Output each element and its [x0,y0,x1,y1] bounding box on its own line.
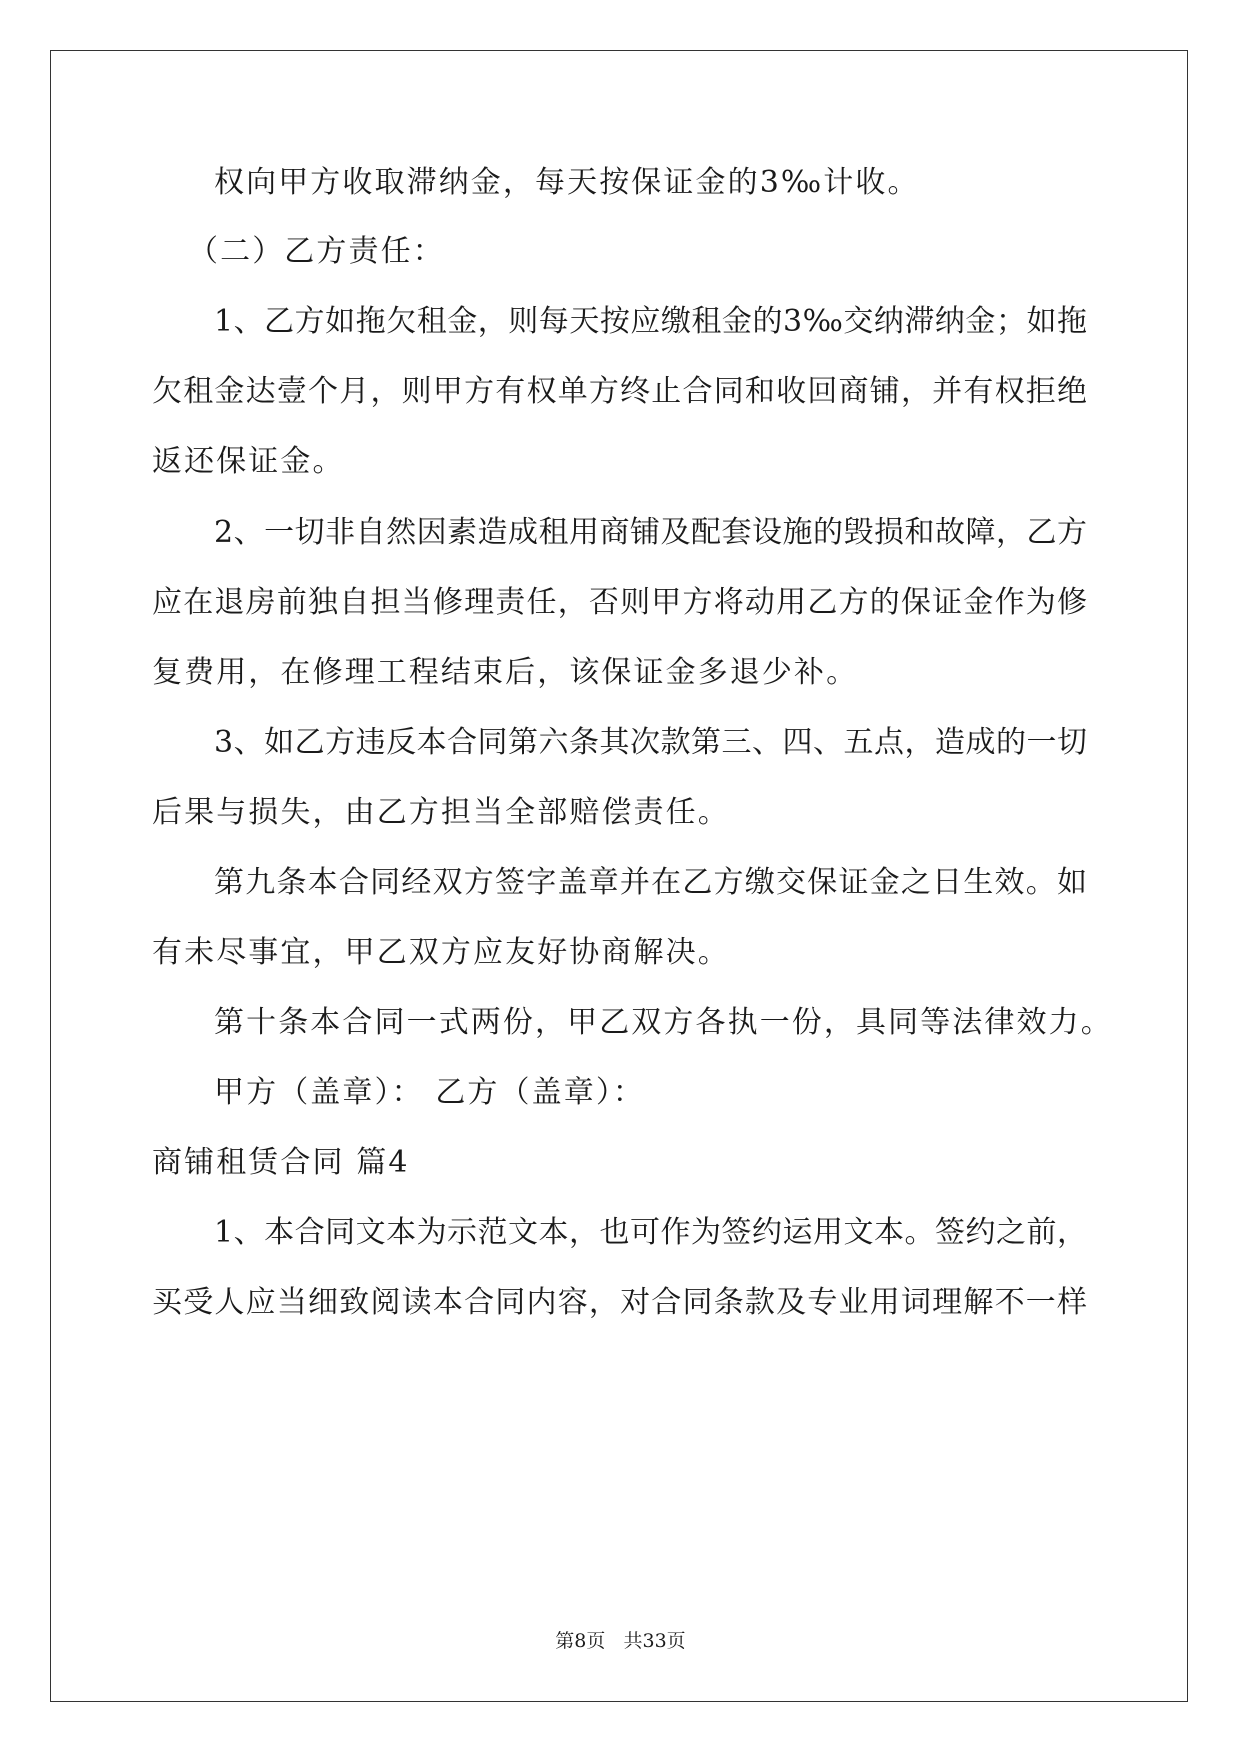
paragraph-line: 应在退房前独自担当修理责任，否则甲方将动用乙方的保证金作为修 [152,585,1087,620]
paragraph-line: 1、本合同文本为示范文本，也可作为签约运用文本。签约之前， [214,1215,1087,1250]
paragraph-line: 有未尽事宜，甲乙双方应友好协商解决。 [152,935,730,970]
paragraph-line: 复费用，在修理工程结束后，该保证金多退少补。 [152,655,859,690]
paragraph-line: 欠租金达壹个月，则甲方有权单方终止合同和收回商铺，并有权拒绝 [152,374,1087,409]
paragraph-line: 2、一切非自然因素造成租用商铺及配套设施的毁损和故障，乙方 [214,515,1087,550]
signature-line: 甲方（盖章）： 乙方（盖章）： [214,1075,646,1110]
paragraph-line: 返还保证金。 [152,444,345,479]
page-number: 第8页 共33页 [555,1630,686,1652]
section-heading: （二）乙方责任： [188,234,445,269]
paragraph-line: 后果与损失，由乙方担当全部赔偿责任。 [152,795,730,830]
paragraph-line: 权向甲方收取滞纳金，每天按保证金的3‰计收。 [214,165,920,200]
paragraph-line: 3、如乙方违反本合同第六条其次款第三、四、五点，造成的一切 [214,725,1087,760]
paragraph-line: 买受人应当细致阅读本合同内容，对合同条款及专业用词理解不一样 [152,1285,1087,1320]
section-title: 商铺租赁合同 篇4 [152,1145,410,1180]
paragraph-line: 第十条本合同一式两份，甲乙双方各执一份，具同等法律效力。 [214,1005,1113,1040]
paragraph-line: 第九条本合同经双方签字盖章并在乙方缴交保证金之日生效。如 [214,865,1087,900]
paragraph-line: 1、乙方如拖欠租金，则每天按应缴租金的3‰交纳滞纳金；如拖 [214,304,1087,339]
